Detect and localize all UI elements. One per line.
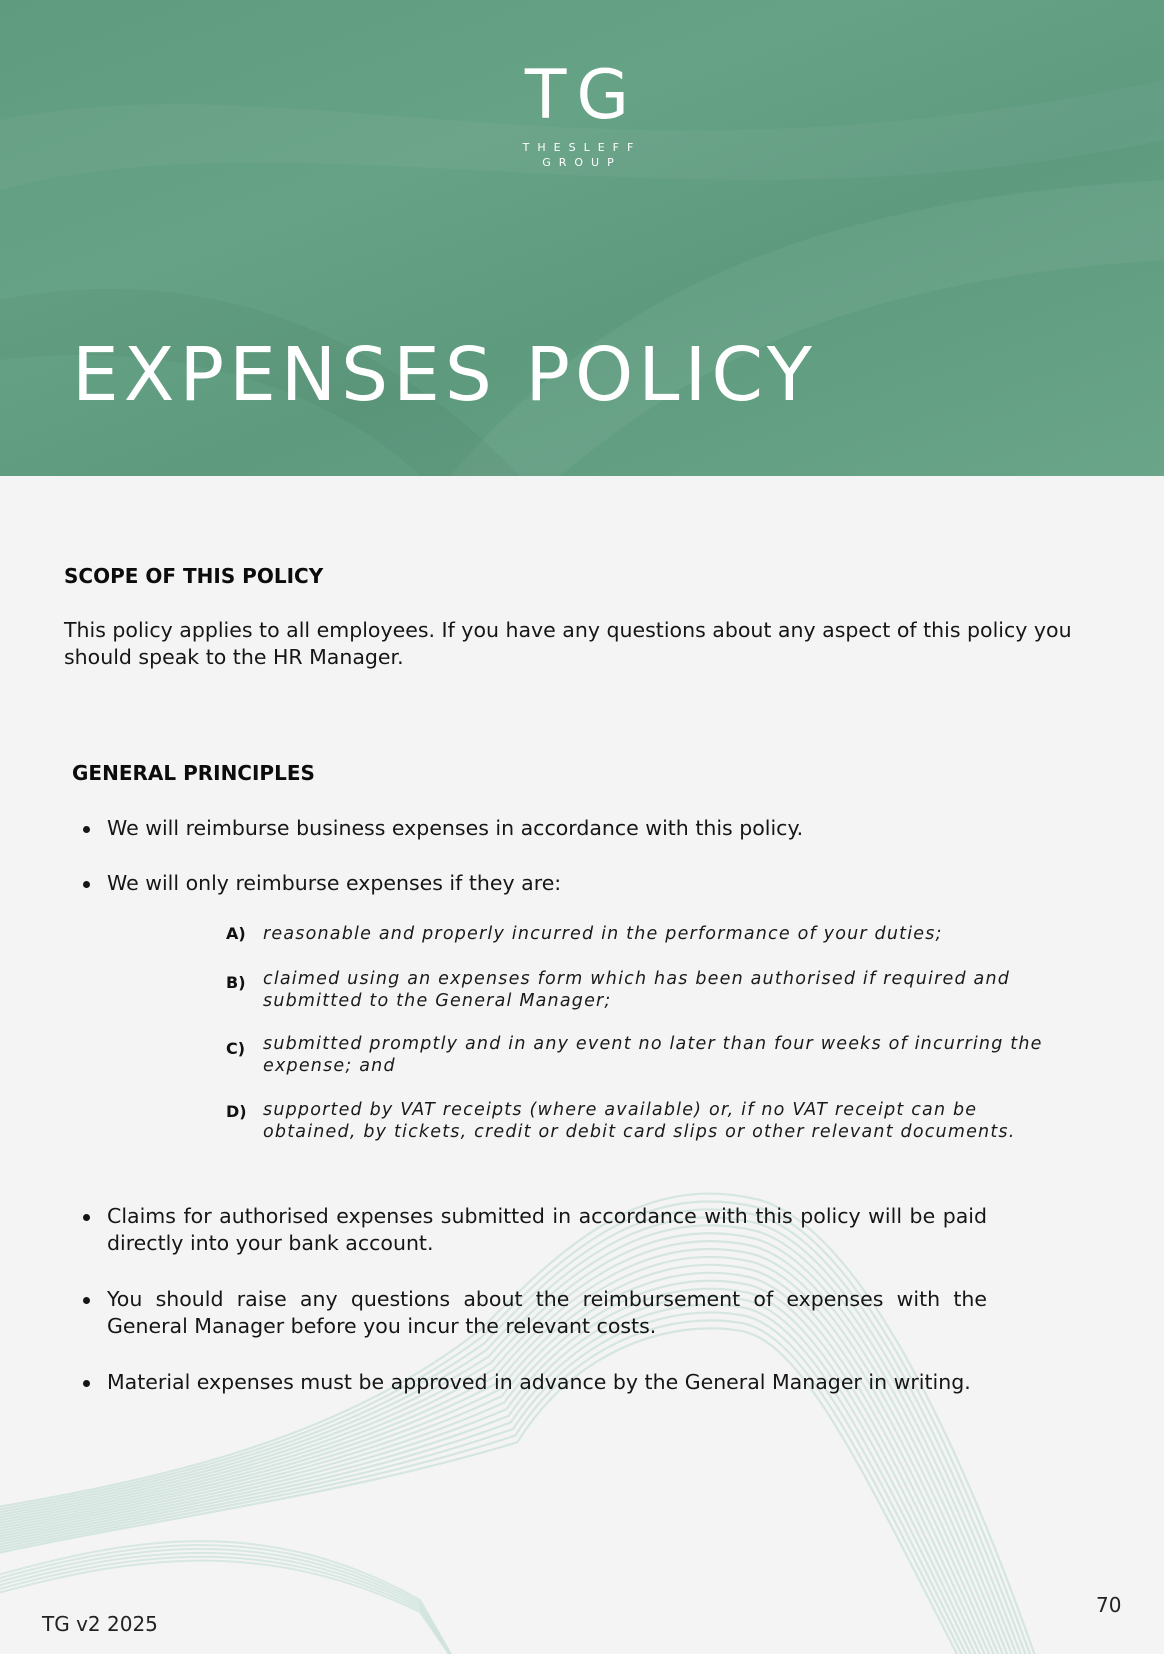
bullet-text: We will reimburse business expenses in accordance with this policy. (107, 816, 804, 840)
list-item (107, 815, 987, 842)
bullet-text: You should raise any questions about the reimbursement of expenses with the General Manager before you incur the relevant costs. (107, 1287, 987, 1338)
condition-text: supported by VAT receipts (where available) or, if no VAT receipt can be obtained, by tickets, credit or debit card slips or other relevant documents. (263, 1100, 1016, 1142)
condition-text: claimed using an expenses form which has been authorised if required and submitted to the General Manager; (263, 969, 1011, 1011)
scope-heading: SCOPE OF THIS POLICY (64, 564, 324, 588)
bullet-text: Material expenses must be approved in advance by the General Manager in writing. (107, 1370, 971, 1394)
bullet-icon (83, 826, 90, 833)
list-item (107, 1369, 987, 1396)
company-logo (0, 58, 1164, 170)
page-number: 70 (1096, 1593, 1122, 1617)
header-banner (0, 0, 1164, 476)
contour-line (0, 1549, 460, 1654)
contour-line (0, 1201, 1036, 1654)
logo-monogram: TG (524, 56, 640, 135)
condition-text: submitted promptly and in any event no later than four weeks of incurring the expense; and (263, 1034, 1043, 1076)
condition-marker: C) (226, 1039, 246, 1058)
contour-line (0, 1553, 460, 1654)
contour-line (0, 1557, 460, 1654)
bullet-icon (83, 1214, 90, 1221)
condition-marker: A) (226, 924, 246, 943)
condition-text: reasonable and properly incurred in the performance of your duties; (263, 924, 943, 944)
contour-line (0, 1561, 460, 1654)
condition-marker: D) (226, 1102, 247, 1121)
bullet-text: We will only reimburse expenses if they are: (107, 871, 562, 895)
footer-version: TG v2 2025 (42, 1612, 158, 1636)
page-title: EXPENSES POLICY (72, 332, 817, 418)
bullet-icon (83, 881, 90, 888)
bullet-text: Claims for authorised expenses submitted in accordance with this policy will be paid directly into your bank account. (107, 1204, 987, 1255)
logo-line-1: THESLEFF (522, 141, 642, 154)
list-item (107, 1286, 987, 1340)
contour-line (0, 1194, 1040, 1654)
principles-heading: GENERAL PRINCIPLES (72, 761, 315, 785)
scope-text: This policy applies to all employees. If you have any questions about any aspect of this policy you should speak to the HR Manager. (64, 618, 1072, 669)
logo-line-2: GROUP (542, 156, 622, 169)
bullet-icon (83, 1297, 90, 1304)
list-item (107, 1203, 987, 1257)
list-item (107, 870, 987, 897)
bullet-icon (83, 1380, 90, 1387)
condition-marker: B) (226, 973, 246, 992)
